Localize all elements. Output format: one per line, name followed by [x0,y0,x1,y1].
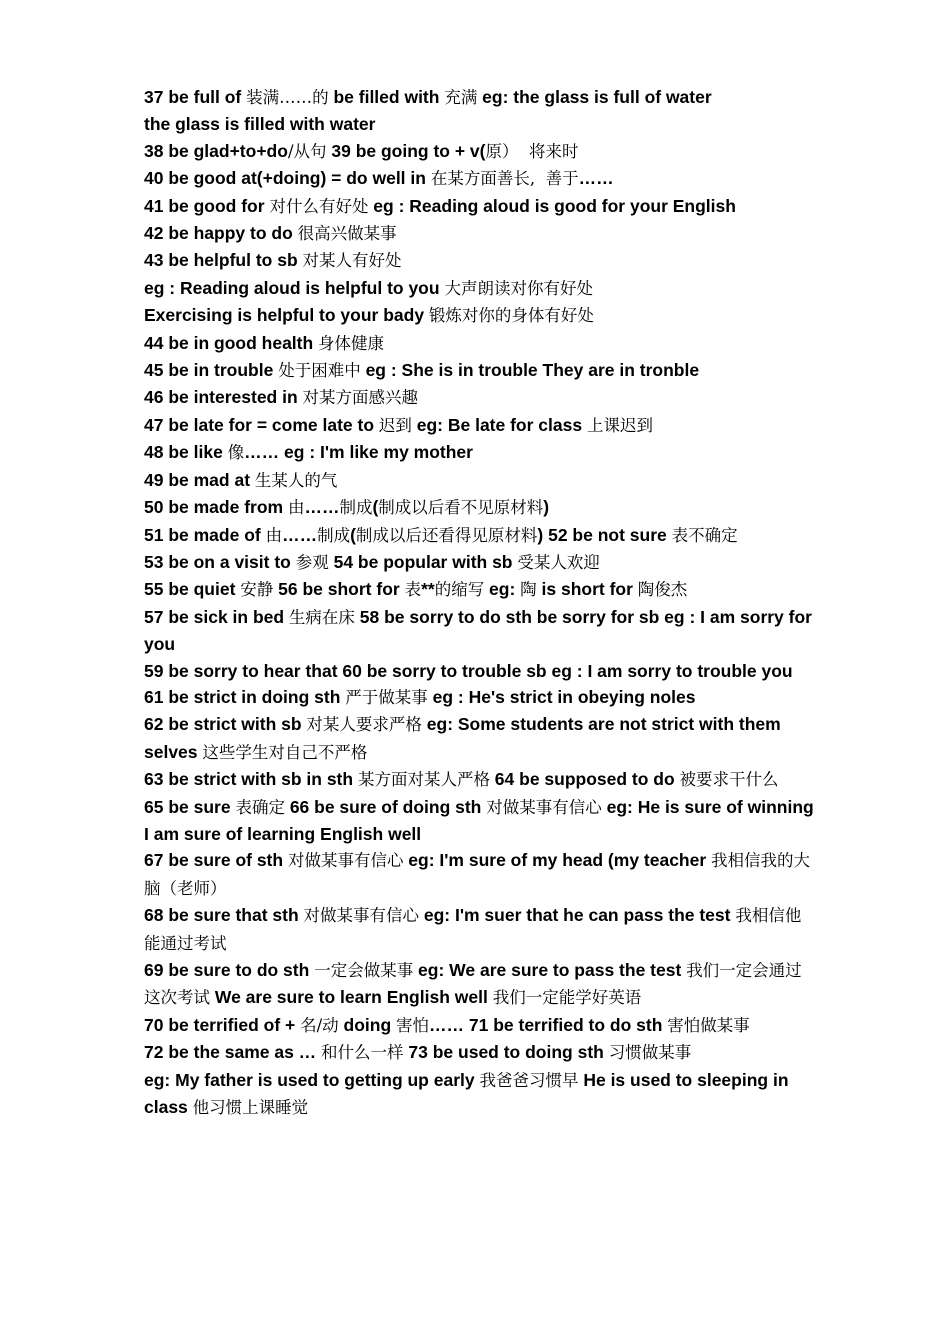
text-line [144,412,816,439]
chinese-text: 习惯做某事 [608,1043,692,1063]
english-text: doing [338,1014,397,1035]
english-text: Exercising is helpful to your bady [144,305,429,326]
english-text: 48 be like [144,442,228,463]
english-text: eg: He is sure of winning I am sure of learning English well [144,796,819,844]
english-text: be filled with [328,87,445,107]
chinese-text: 制成以后看不见原材料 [378,498,544,518]
text-line [144,658,816,684]
chinese-text: 原） 将来时 [485,141,579,161]
english-text: eg: the glass is full of water [477,87,712,107]
text-line [144,766,816,793]
chinese-text: 表不确定 [671,525,738,545]
chinese-text: 一定会做某事 [314,961,414,980]
english-text: eg: Some students are not strict with them selves [144,714,786,762]
text-line [144,220,816,247]
english-text: 61 be strict in doing sth [144,686,346,707]
english-text: 73 be used to doing sth [403,1042,609,1063]
chinese-text: 和什么一样 [321,1043,404,1063]
text-line [144,684,816,711]
chinese-text: 陶俊杰 [637,580,688,600]
chinese-text: 制成 [339,498,373,518]
english-text: 62 be strict with sb [144,714,307,735]
chinese-text: 充满 [444,88,478,107]
english-text: 69 be sure to do sth [144,960,315,980]
english-text: 68 be sure that sth [144,905,304,926]
english-text: …… [304,497,340,518]
english-text: ** [421,579,435,600]
english-text: 72 be the same as … [144,1042,322,1063]
chinese-text: 参观 [295,552,329,572]
chinese-text: 严于做某事 [345,687,428,707]
english-text: 56 be short for [273,579,405,600]
chinese-text: 我相信我的大脑（老师） [144,851,811,898]
text-line [144,84,816,111]
english-text: 49 be mad at [144,469,255,490]
chinese-text: 对某人有好处 [302,251,402,271]
english-text: ) 52 be not sure [537,524,672,545]
english-text: eg: My father is used to getting up early [144,1069,480,1090]
english-text: eg : Reading aloud is good for your English [368,195,736,216]
english-text: eg: I'm suer that he can pass the test [419,905,736,926]
chinese-text: 这些学生对自己不严格 [202,742,368,762]
english-text: 59 be sorry to hear that 60 be sorry to trouble sb eg : I am sorry to trouble you [144,660,793,681]
text-line [144,247,816,274]
english-text: eg : Reading aloud is helpful to you [144,277,445,298]
english-text: 46 be interested in [144,387,303,408]
english-text: 41 be good for [144,195,270,216]
text-line [144,711,816,766]
chinese-text: 我爸爸习惯早 [479,1070,579,1090]
text-line [144,384,816,411]
english-text: …… 71 be terrified to do sth [429,1014,668,1035]
english-text: 55 be quiet [144,579,241,600]
chinese-text: 对某方面感兴趣 [302,388,419,408]
english-text: 43 be helpful to sb [144,250,303,271]
chinese-text: 陶 [520,580,537,600]
text-line [144,1039,816,1066]
chinese-text: 害怕做某事 [667,1015,750,1035]
chinese-text: 对某人要求严格 [306,715,422,735]
chinese-text: 上课迟到 [586,415,653,435]
english-text: 66 be sure of doing sth [284,796,487,817]
english-text: 70 be terrified of + [144,1014,301,1035]
english-text: 37 be full of [144,87,247,107]
chinese-text: 我相信他能通过考试 [144,906,802,953]
chinese-text: 表 [404,580,422,600]
text-line [144,193,816,220]
english-text: eg : He's strict in obeying noles [427,686,696,707]
english-text: …… [578,168,614,189]
chinese-text: 生病在床 [288,607,355,627]
english-text: 47 be late for = come late to [144,414,379,435]
english-text: 39 be going to + v( [326,140,486,161]
chinese-text: 受某人欢迎 [517,552,600,572]
chinese-text: 某方面对某人严格 [357,770,490,790]
english-text: eg: [484,579,521,600]
chinese-text: 身体健康 [318,333,385,353]
text-line [144,957,816,1012]
text-line [144,549,816,576]
english-text: 51 be made of [144,524,266,545]
text-line [144,847,816,902]
english-text: 64 be supposed to do [489,769,680,790]
chinese-text: 被要求干什么 [679,770,779,790]
english-text: eg: We are sure to pass the test [413,960,687,980]
chinese-text: 的缩写 [434,580,485,600]
chinese-text: 生某人的气 [254,470,338,490]
chinese-text: 对做某事有信心 [303,906,419,926]
english-text: 67 be sure of sth [144,850,288,871]
chinese-text: 名/动 [300,1015,339,1035]
english-text: ( [350,524,356,545]
english-text: is short for [536,579,638,600]
chinese-text: 装满……的 [246,88,329,107]
chinese-text: 制成 [317,525,351,545]
chinese-text: 害怕 [396,1015,430,1035]
english-text: …… eg : I'm like my mother [244,442,473,463]
chinese-text: 对做某事有信心 [486,797,602,817]
text-line [144,902,816,957]
english-text: 44 be in good health [144,332,319,353]
text-line [144,576,816,603]
english-text: eg : She is in trouble They are in tronble [360,360,700,381]
english-text: 58 be sorry to do sth be sorry for sb eg : I am sorry for you [144,606,817,655]
english-text: 45 be in trouble [144,360,279,381]
text-line [144,330,816,357]
chinese-text: 处于困难中 [278,361,361,381]
text-line [144,165,816,192]
english-text: 42 be happy to do [144,223,298,244]
text-line [144,275,816,302]
english-text: 38 be glad+to+do [144,140,288,161]
text-line [144,138,816,165]
english-text: He is used to sleeping in class [144,1069,794,1118]
chinese-text: 对做某事有信心 [287,851,404,871]
english-text: 40 be good at(+doing) = do well in [144,168,431,189]
english-text: 63 be strict with sb in sth [144,769,358,790]
text-line [144,467,816,494]
chinese-text: 由 [287,498,305,518]
chinese-text: 制成以后还看得见原材料 [355,525,538,545]
text-line [144,302,816,329]
text-line [144,1067,816,1122]
chinese-text: 表确定 [235,797,285,817]
chinese-text: 我们一定能学好英语 [492,988,642,1008]
chinese-text: 安静 [240,580,274,600]
chinese-text: 对什么有好处 [269,196,369,216]
chinese-text: 迟到 [378,415,412,435]
english-text: the glass is filled with water [144,114,376,135]
english-text: 57 be sick in bed [144,606,289,627]
chinese-text: 他习惯上课睡觉 [192,1098,309,1118]
text-line [144,357,816,384]
text-line [144,494,816,521]
text-line [144,522,816,549]
text-line [144,1012,816,1039]
text-line [144,604,816,658]
chinese-text: 大声朗读对你有好处 [444,278,593,298]
chinese-text: /从句 [287,141,327,161]
text-line [144,111,816,137]
english-text: ) [543,497,550,518]
english-text: eg: Be late for class [411,414,587,435]
chinese-text: 很高兴做某事 [297,224,397,244]
chinese-text: 在某方面善长, 善于 [430,169,579,189]
text-line [144,794,819,848]
chinese-text: 由 [265,525,283,545]
english-text: 50 be made from [144,497,288,518]
chinese-text: 锻炼对你的身体有好处 [428,306,594,326]
english-text: 53 be on a visit to [144,551,296,572]
english-text: 65 be sure [144,796,236,817]
chinese-text: 像 [227,443,245,463]
english-text: eg: I'm sure of my head (my teacher [403,850,712,871]
document-page [144,84,819,1121]
english-text: We are sure to learn English well [210,987,493,1008]
chinese-text: 我们一定会通过这次考试 [144,961,802,1008]
english-text: ( [372,497,379,518]
english-text: …… [282,524,318,545]
text-line [144,439,816,466]
english-text: 54 be popular with sb [328,551,518,572]
